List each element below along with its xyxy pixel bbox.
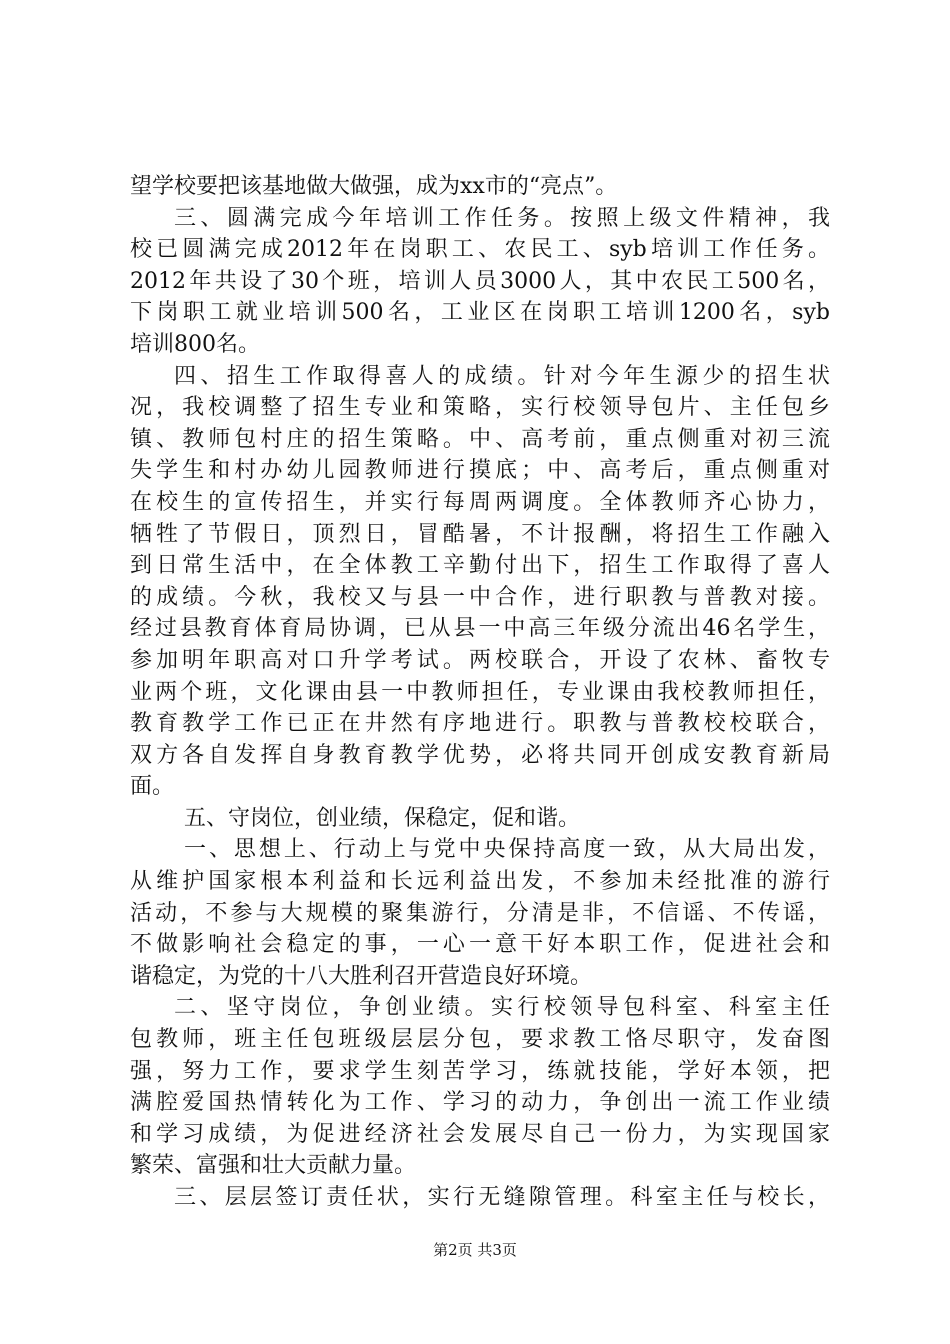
text-line: 业两个班，文化课由县一中教师担任，专业课由我校教师担任， [130,679,830,705]
text-line: 二、坚守岗位，争创业绩。实行校领导包科室、科室主任 [174,995,830,1021]
text-line: 从维护国家根本利益和长远利益出发，不参加未经批准的游行 [130,869,830,895]
text-line: 双方各自发挥自身教育教学优势，必将共同开创成安教育新局 [130,742,830,768]
text-line: 三、层层签订责任状，实行无缝隙管理。科室主任与校长， [174,1185,830,1210]
text-line: 下岗职工就业培训500名，工业区在岗职工培训1200名，syb [130,300,830,326]
text-line: 教育教学工作已正在井然有序地进行。职教与普教校校联合， [130,711,830,737]
text-line: 强，努力工作，要求学生刻苦学习，练就技能，学好本领，把 [130,1058,830,1084]
text-line: 四、招生工作取得喜人的成绩。针对今年生源少的招生状 [174,363,830,389]
text-line: 面。 [130,774,175,800]
text-line: 繁荣、富强和壮大贡献力量。 [130,1153,417,1179]
text-line: 参加明年职高对口升学考试。两校联合，开设了农林、畜牧专 [130,647,830,673]
text-line: 况，我校调整了招生专业和策略，实行校领导包片、主任包乡 [130,395,830,421]
text-line: 五、守岗位，创业绩，保稳定，促和谐。 [184,805,581,831]
text-line: 谐稳定，为党的十八大胜利召开营造良好环境。 [130,963,593,989]
text-line: 镇、教师包村庄的招生策略。中、高考前，重点侧重对初三流 [130,426,830,452]
text-line: 包教师，班主任包班级层层分包，要求教工恪尽职守，发奋图 [130,1027,830,1053]
document-body [130,171,830,1214]
text-line: 培训800名。 [130,331,260,357]
text-line: 满腔爱国热情转化为工作、学习的动力，争创出一流工作业绩 [130,1090,830,1116]
text-line: 牺牲了节假日，顶烈日，冒酷暑，不计报酬，将招生工作融入 [130,521,830,547]
text-line: 到日常生活中，在全体教工辛勤付出下，招生工作取得了喜人 [130,553,830,579]
text-line: 三、圆满完成今年培训工作任务。按照上级文件精神，我 [174,205,830,231]
text-line: 经过县教育体育局协调，已从县一中高三年级分流出46名学生， [130,616,830,642]
text-line: 校已圆满完成2012年在岗职工、农民工、syb培训工作任务。 [130,237,830,263]
text-line: 2012年共设了30个班，培训人员3000人，其中农民工500名， [130,268,830,294]
text-line: 的成绩。今秋，我校又与县一中合作，进行职教与普教对接。 [130,584,830,610]
page-footer: 第2页 共3页 [433,1241,517,1259]
text-line: 活动，不参与大规模的聚集游行，分清是非，不信谣、不传谣， [130,900,830,926]
text-line: 不做影响社会稳定的事，一心一意干好本职工作，促进社会和 [130,932,830,958]
text-line: 望学校要把该基地做大做强，成为xx市的“亮点”。 [130,174,618,199]
text-line: 在校生的宣传招生，并实行每周两调度。全体教师齐心协力， [130,489,830,515]
text-line: 和学习成绩，为促进经济社会发展尽自己一份力，为实现国家 [130,1121,830,1147]
text-line: 一、思想上、行动上与党中央保持高度一致，从大局出发， [184,837,830,863]
text-line: 失学生和村办幼儿园教师进行摸底；中、高考后，重点侧重对 [130,458,830,484]
